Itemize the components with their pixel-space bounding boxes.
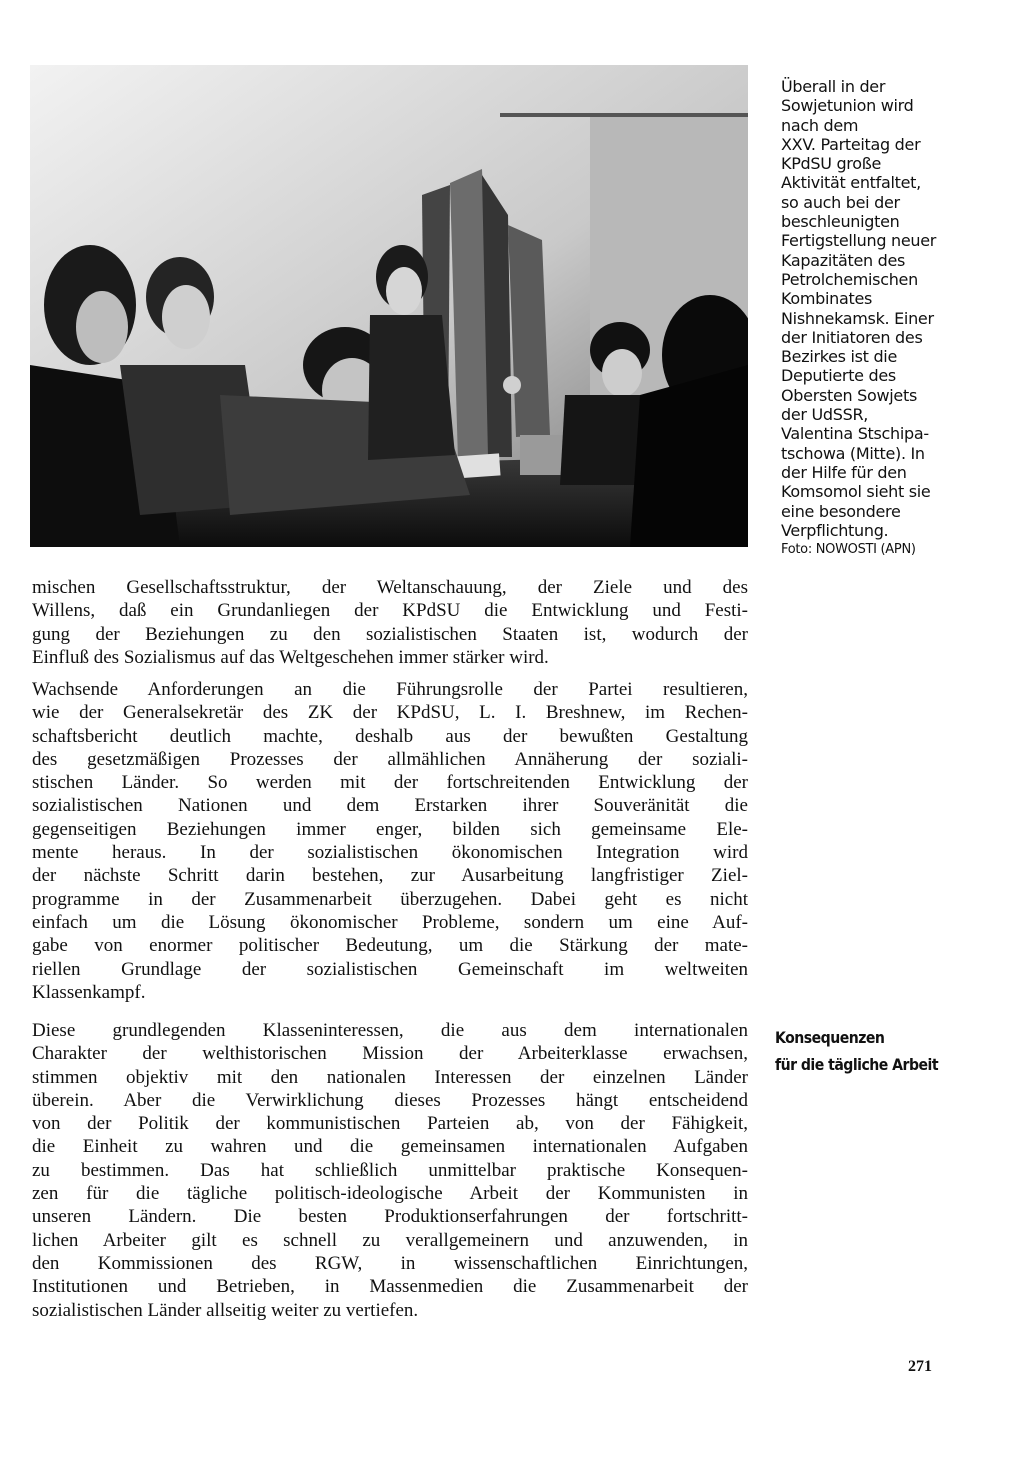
caption-line: Nishnekamsk. Einer: [781, 308, 934, 328]
caption-line: der Initiatoren des: [781, 327, 923, 347]
text-line: mischen Gesellschaftsstruktur, der Weltanschauung, der Ziele und des: [32, 577, 748, 598]
photo-credit: Foto: NOWOSTI (APN): [781, 542, 916, 558]
caption-line: Aktivität entfaltet,: [781, 173, 921, 193]
side-heading-line: für die tägliche Arbeit: [775, 1055, 939, 1074]
caption-line: XXV. Parteitag der: [781, 134, 921, 154]
caption-line: eine besondere: [781, 501, 901, 521]
text-line: überein. Aber die Verwirklichung dieses Prozesses hängt entscheidend: [32, 1089, 748, 1111]
caption-line: Petrolchemischen: [781, 269, 918, 289]
text-line: zen für die tägliche politisch-ideologische Arbeit der Kommunisten in: [32, 1183, 748, 1205]
side-heading-line: Konsequenzen: [775, 1028, 885, 1047]
text-line: sozialistischen Länder allseitig weiter zu vertiefen.: [32, 1299, 419, 1321]
page-number: 271: [908, 1358, 932, 1375]
text-line: Willens, daß ein Grundanliegen der KPdSU die Entwicklung und Festi-: [32, 600, 748, 622]
text-line: von der Politik der kommunistischen Parteien ab, von der Fähigkeit,: [32, 1113, 748, 1135]
text-line: stischen Länder. So werden mit der fortschreitenden Entwicklung der: [32, 772, 748, 794]
text-line: stimmen objektiv mit den nationalen Interessen der einzelnen Länder: [32, 1066, 748, 1088]
text-line: den Kommissionen des RGW, in wissenschaftlichen Einrichtungen,: [32, 1252, 748, 1274]
text-line: gegenseitigen Beziehungen immer enger, bilden sich gemeinsame Ele-: [32, 818, 748, 840]
caption-line: KPdSU große: [781, 154, 882, 174]
meeting-photo-illustration: [30, 65, 748, 547]
caption-line: der UdSSR,: [781, 405, 869, 425]
text-line: einfach um die Lösung ökonomischer Probleme, sondern um eine Auf-: [32, 911, 748, 933]
caption-line: Kapazitäten des: [781, 250, 906, 270]
text-line: gabe von enormer politischer Bedeutung, um die Stärkung der mate-: [32, 935, 748, 957]
text-line: programme in der Zusammenarbeit überzugehen. Dabei geht es nicht: [32, 888, 748, 910]
text-line: Institutionen und Betrieben, in Massenmedien die Zusammenarbeit der: [32, 1276, 748, 1298]
caption-line: Bezirkes ist die: [781, 347, 897, 367]
caption-line: nach dem: [781, 115, 859, 135]
text-line: riellen Grundlage der sozialistischen Gemeinschaft im weltweiten: [32, 958, 748, 980]
text-line: Charakter der welthistorischen Mission der Arbeiterklasse erwachsen,: [32, 1043, 748, 1065]
text-line: des gesetzmäßigen Prozesses der allmählichen Annäherung der soziali-: [32, 748, 748, 770]
meeting-photo: [30, 65, 748, 547]
paragraph-1: [32, 576, 748, 669]
caption-line: so auch bei der: [781, 192, 900, 212]
caption-line: Komsomol sieht sie: [781, 482, 931, 502]
caption-line: Valentina Stschipa-: [781, 424, 929, 444]
text-line: Wachsende Anforderungen an die Führungsrolle der Partei resultieren,: [32, 679, 748, 700]
text-line: wie der Generalsekretär des ZK der KPdSU, L. I. Breshnew, im Rechen-: [32, 702, 748, 724]
caption-line: Deputierte des: [781, 366, 896, 386]
text-line: Klassenkampf.: [32, 981, 146, 1003]
caption-line: Fertigstellung neuer: [781, 231, 937, 251]
caption-line: der Hilfe für den: [781, 462, 907, 482]
text-line: schaftsbericht deutlich machte, deshalb aus der bewußten Gestaltung: [32, 725, 748, 747]
caption-line: Überall in der: [781, 77, 886, 96]
caption-line: beschleunigten: [781, 212, 900, 232]
caption-line: Obersten Sowjets: [781, 385, 917, 405]
text-line: die Einheit zu wahren und die gemeinsamen internationalen Aufgaben: [32, 1136, 748, 1158]
caption-line: Verpflichtung.: [781, 520, 889, 540]
caption-line: Sowjetunion wird: [781, 96, 914, 116]
text-line: Diese grundlegenden Klasseninteressen, die aus dem internationalen: [32, 1020, 748, 1041]
caption-line: Kombinates: [781, 289, 873, 309]
text-line: unseren Ländern. Die besten Produktionserfahrungen der fortschritt-: [32, 1206, 748, 1228]
photo-caption: [781, 77, 966, 559]
text-line: der nächste Schritt darin bestehen, zur Ausarbeitung langfristiger Ziel-: [32, 865, 748, 887]
paragraph-3: [32, 1019, 748, 1322]
text-line: zu bestimmen. Das hat schließlich unmittelbar praktische Konsequen-: [32, 1159, 748, 1181]
side-heading: [775, 1024, 951, 1078]
text-line: lichen Arbeiter gilt es schnell zu verallgemeinern und anzuwenden, in: [32, 1229, 748, 1251]
caption-line: tschowa (Mitte). In: [781, 443, 925, 463]
text-line: gung der Beziehungen zu den sozialistischen Staaten ist, wodurch der: [32, 623, 748, 645]
paragraph-2: [32, 678, 748, 1004]
text-line: mente heraus. In der sozialistischen ökonomischen Integration wird: [32, 842, 748, 864]
text-line: Einfluß des Sozialismus auf das Weltgeschehen immer stärker wird.: [32, 646, 549, 668]
text-line: sozialistischen Nationen und dem Erstarken ihrer Souveränität die: [32, 795, 748, 817]
